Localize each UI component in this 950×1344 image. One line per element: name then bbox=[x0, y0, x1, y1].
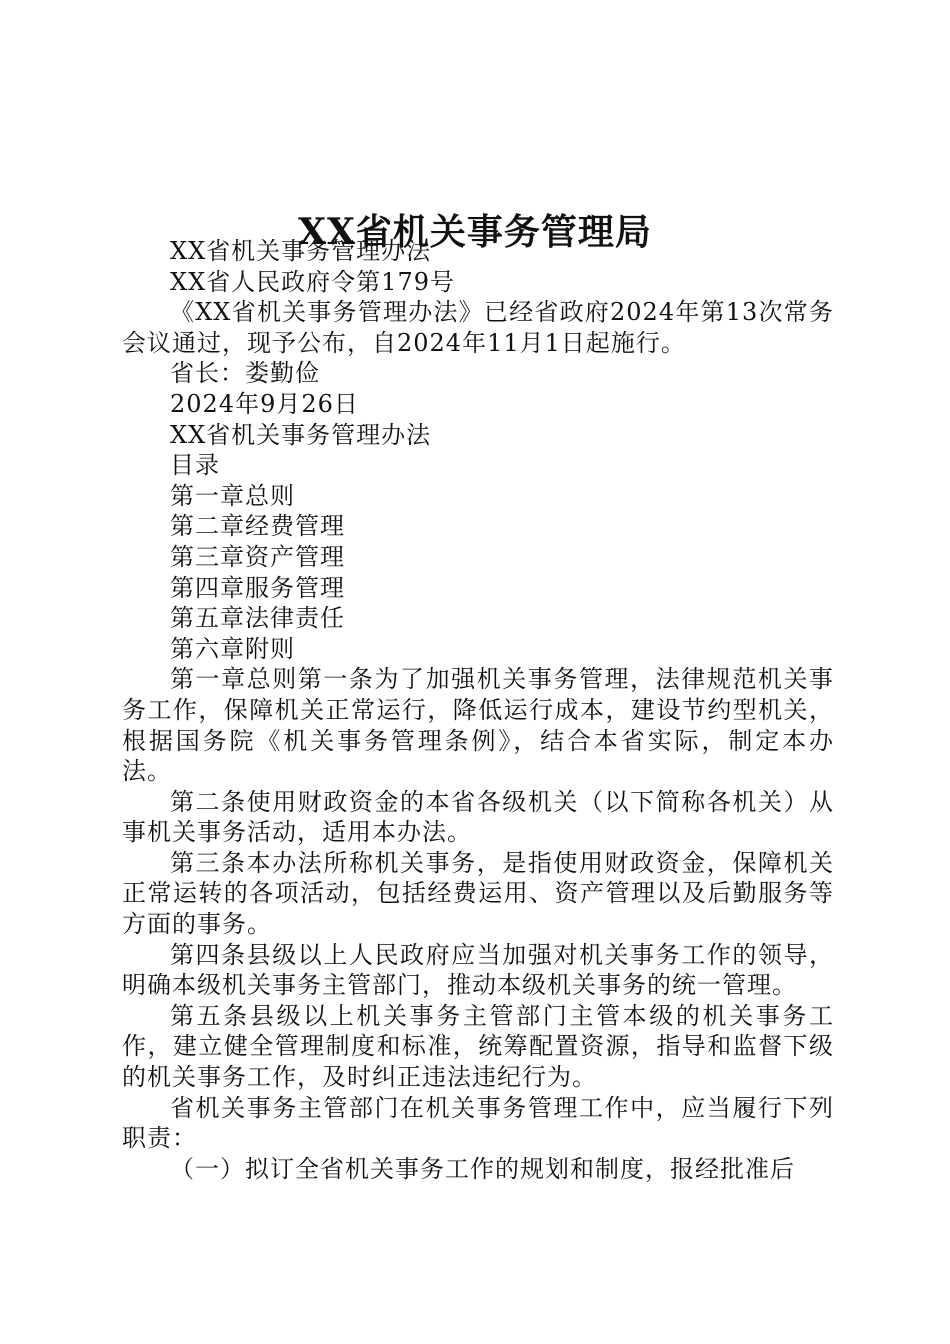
paragraph: XX省机关事务管理办法 bbox=[170, 237, 432, 265]
paragraph: 《XX省机关事务管理办法》已经省政府2024年第13次常务会议通过，现予公布，自2024年11月1日起施行。 bbox=[122, 298, 834, 357]
paragraph: 第二章经费管理 bbox=[170, 512, 345, 541]
paragraph: （一）拟订全省机关事务工作的规划和制度，报经批准后 bbox=[170, 1154, 795, 1183]
paragraph: 第四条县级以上人民政府应当加强对机关事务工作的领导，明确本级机关事务主管部门，推动本级机关事务的统一管理。 bbox=[122, 940, 834, 1000]
paragraph: XX省人民政府令第179号 bbox=[170, 267, 455, 296]
paragraph: 第三条本办法所称机关事务，是指使用财政资金，保障机关正常运转的各项活动，包括经费运用、资产管理以及后勤服务等方面的事务。 bbox=[122, 848, 834, 939]
paragraph: 第四章服务管理 bbox=[170, 573, 345, 602]
document-body bbox=[122, 236, 834, 1184]
paragraph: 第一章总则第一条为了加强机关事务管理，法律规范机关事务工作，保障机关正常运行，降低运行成本，建设节约型机关，根据国务院《机关事务管理条例》，结合本省实际，制定本办法。 bbox=[122, 665, 834, 786]
paragraph: 第五条县级以上机关事务主管部门主管本级的机关事务工作，建立健全管理制度和标准，统筹配置资源，指导和监督下级的机关事务工作，及时纠正违法违纪行为。 bbox=[122, 1001, 834, 1092]
paragraph: 第二条使用财政资金的本省各级机关（以下简称各机关）从事机关事务活动，适用本办法。 bbox=[122, 787, 834, 847]
document-title: XX省机关事务管理局 bbox=[298, 211, 652, 254]
paragraph: 第三章资产管理 bbox=[170, 542, 345, 571]
paragraph: 省长：娄勤俭 bbox=[170, 359, 320, 388]
paragraph: 第一章总则 bbox=[170, 481, 295, 510]
paragraph: 目录 bbox=[170, 451, 220, 480]
paragraph: 第六章附则 bbox=[170, 634, 295, 663]
paragraph: 省机关事务主管部门在机关事务管理工作中，应当履行下列职责： bbox=[122, 1093, 834, 1153]
paragraph: 2024年9月26日 bbox=[170, 389, 359, 418]
paragraph: XX省机关事务管理办法 bbox=[170, 420, 432, 449]
paragraph: 第五章法律责任 bbox=[170, 604, 345, 633]
